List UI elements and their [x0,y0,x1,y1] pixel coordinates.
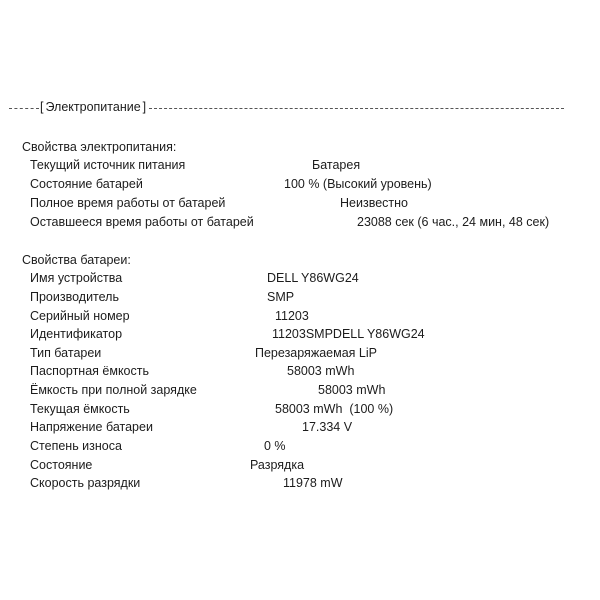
power-source-value: Батарея [312,158,361,172]
remaining-battery-time-label: Оставшееся время работы от батарей [30,215,254,229]
status-label: Состояние [30,458,93,472]
manufacturer-label: Производитель [30,290,119,304]
battery-voltage-value: 17.334 V [302,420,353,434]
remaining-battery-time-value: 23088 сек (6 час., 24 мин, 48 сек) [357,215,550,229]
battery-properties-title: Свойства батареи: [22,253,131,267]
power-source-label: Текущий источник питания [30,158,186,172]
identifier-value: 11203SMPDELL Y86WG24 [272,327,425,341]
status-value: Разрядка [250,458,305,472]
device-name-label: Имя устройства [30,271,123,285]
discharge-rate-label: Скорость разрядки [30,476,141,490]
section-header-bracket-close: ] [142,100,147,114]
serial-number-value: 11203 [275,309,309,323]
section-header-bracket-open: [ [40,100,44,114]
full-battery-time-label: Полное время работы от батарей [30,196,226,210]
battery-voltage-label: Напряжение батареи [30,420,153,434]
full-battery-time-value: Неизвестно [340,196,408,210]
full-charge-capacity-value: 58003 mWh [318,383,386,397]
battery-type-value: Перезаряжаемая LiP [255,346,377,360]
section-header-power [9,100,564,115]
battery-status-value: 100 % (Высокий уровень) [284,177,432,191]
power-properties-title: Свойства электропитания: [22,140,177,154]
device-name-value: DELL Y86WG24 [267,271,359,285]
battery-type-label: Тип батареи [30,346,102,360]
discharge-rate-value: 11978 mW [283,476,343,490]
design-capacity-value: 58003 mWh [287,364,355,378]
wear-level-value: 0 % [264,439,286,453]
design-capacity-label: Паспортная ёмкость [30,364,150,378]
current-capacity-value: 58003 mWh (100 %) [275,402,394,416]
battery-status-label: Состояние батарей [30,177,143,191]
current-capacity-label: Текущая ёмкость [30,402,130,416]
manufacturer-value: SMP [267,290,295,304]
header-divider-left [9,108,39,109]
section-header-title: Электропитание [45,100,141,114]
serial-number-label: Серийный номер [30,309,130,323]
identifier-label: Идентификатор [30,327,123,341]
full-charge-capacity-label: Ёмкость при полной зарядке [30,383,197,397]
wear-level-label: Степень износа [30,439,122,453]
header-divider-right [149,108,564,109]
